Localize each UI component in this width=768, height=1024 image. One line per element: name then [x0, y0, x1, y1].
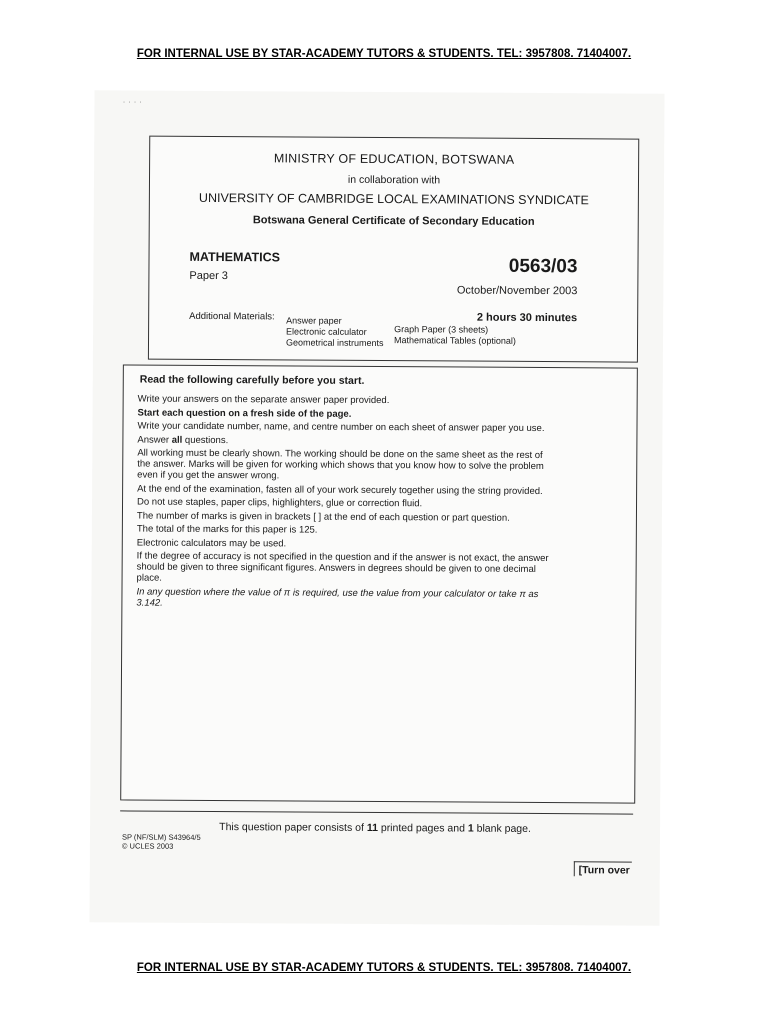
- materials-column-1: [286, 315, 384, 349]
- material-item: Mathematical Tables (optional): [393, 335, 516, 346]
- instructions-box: [120, 364, 638, 803]
- ministry-title: MINISTRY OF EDUCATION, BOTSWANA: [273, 151, 515, 167]
- footer-divider: [120, 810, 633, 814]
- paper-code: 0563/03: [508, 255, 578, 278]
- instructions-title: Read the following carefully before you start.: [139, 373, 365, 387]
- copyright-notice: © UCLES 2003: [121, 841, 174, 851]
- internal-use-banner-bottom: FOR INTERNAL USE BY STAR-ACADEMY TUTORS & STUDENTS. TEL: 3957808. 71404007.: [136, 962, 632, 974]
- scanned-exam-page: [89, 90, 664, 925]
- instruction-line: At the end of the examination, fasten all of your work securely together using the string provided.: [137, 483, 543, 497]
- instruction-line: In any question where the value of π is required, use the value from your calculator or take π as 3.142.: [136, 586, 539, 609]
- reference-code: SP (NF/SLM) S43964/5: [121, 832, 201, 842]
- material-item: Graph Paper (3 sheets): [394, 324, 489, 335]
- material-item: Electronic calculator: [286, 326, 367, 337]
- turn-over-label: [Turn over: [574, 861, 632, 876]
- subject-name: MATHEMATICS: [189, 249, 281, 265]
- exam-header-box: [148, 136, 639, 363]
- paper-number: Paper 3: [189, 269, 228, 283]
- material-item: Geometrical instruments: [285, 337, 384, 349]
- instruction-line: If the degree of accuracy is not specified in the question and if the answer is not exact, the answer should be given to three significant figures. Answers in degrees should be given to one decimal place.: [136, 550, 549, 584]
- exam-session: October/November 2003: [456, 284, 578, 298]
- instruction-line: The total of the marks for this paper is 125.: [136, 523, 318, 536]
- certificate-title: Botswana General Certificate of Secondary Education: [252, 214, 535, 228]
- instruction-line: The number of marks is given in brackets [ ] at the end of each question or part question.: [136, 510, 510, 524]
- instruction-line: Do not use staples, paper clips, highlighters, glue or correction fluid.: [136, 496, 423, 510]
- instruction-line: Write your answers on the separate answer paper provided.: [137, 393, 390, 407]
- instruction-line: All working must be clearly shown. The working should be done on the same sheet as the rest of the answer. Marks will be given for working which shows that you know how to solve the problem even if you get the answer wrong.: [137, 447, 544, 482]
- pencil-mark: · · · ·: [122, 96, 143, 107]
- instruction-line: Answer all questions.: [137, 434, 229, 446]
- material-item: Answer paper: [286, 315, 342, 326]
- paper-reference: [122, 832, 201, 850]
- internal-use-banner-top: FOR INTERNAL USE BY STAR-ACADEMY TUTORS & STUDENTS. TEL: 3957808. 71404007.: [136, 48, 632, 60]
- page-count-statement: This question paper consists of 11 printed pages and 1 blank page.: [219, 821, 531, 835]
- collaboration-text: in collaboration with: [347, 173, 441, 187]
- instructions-list: [136, 394, 613, 614]
- instruction-line: Electronic calculators may be used.: [136, 537, 287, 549]
- syndicate-title: UNIVERSITY OF CAMBRIDGE LOCAL EXAMINATIONS SYNDICATE: [198, 190, 589, 208]
- additional-materials-label: Additional Materials:: [189, 310, 275, 323]
- exam-duration: 2 hours 30 minutes: [476, 311, 578, 325]
- instruction-line: Write your candidate number, name, and centre number on each sheet of answer paper you use.: [137, 420, 545, 435]
- instruction-line: Start each question on a fresh side of the page.: [137, 407, 352, 420]
- materials-column-2: [394, 324, 516, 347]
